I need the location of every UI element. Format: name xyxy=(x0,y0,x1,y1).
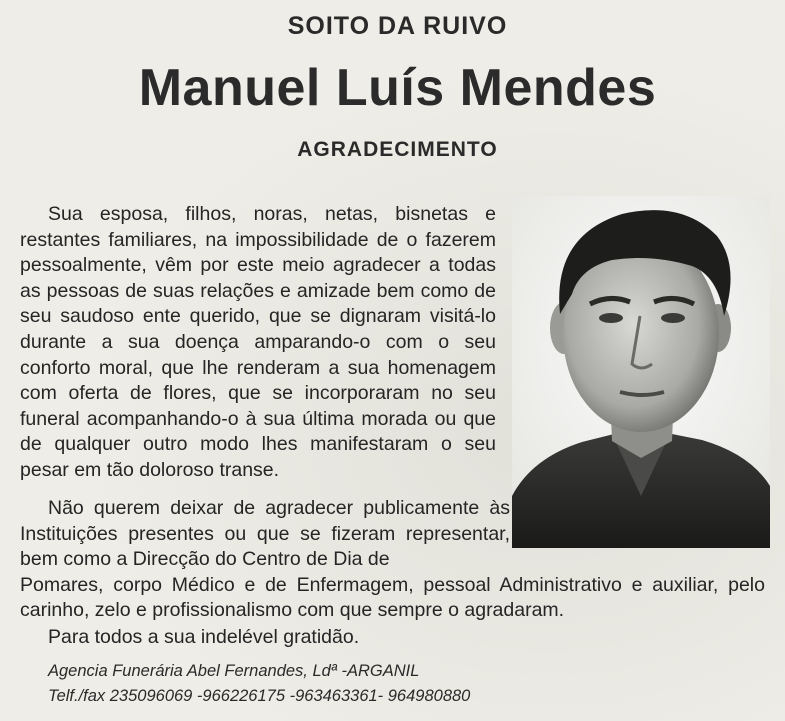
eye-left xyxy=(599,313,623,323)
notice-type: AGRADECIMENTO xyxy=(297,138,498,161)
institutions-paragraph-start: Não querem deixar de agradecer publicamente às Instituições presentes ou que se fizeram representar, bem como a Direcção do Centro de Dia de xyxy=(20,497,510,571)
place-heading: SOITO DA RUIVO xyxy=(287,12,508,40)
institutions-paragraph xyxy=(20,496,765,624)
thanks-paragraph: Sua esposa, filhos, noras, netas, bisnetas e restantes familiares, na impossibilidade de o fazerem pessoalmente, vêm por este meio agradecer a todas as pessoas de suas relações e amizade bem como de seu saudoso ente querido, que se dignaram visitá-lo durante a sua doença amparando-o com o seu conforto moral, que lhe renderam a sua homenagem com oferta de flores, que se incorporaram no seu funeral acompanhando-o à sua última morada ou que de qualquer outro modo lhes manifestaram o seu pesar em tão doloroso transe. xyxy=(20,203,496,481)
deceased-name: Manuel Luís Mendes xyxy=(138,59,657,117)
eye-right xyxy=(661,313,685,323)
gratitude-line: Para todos a sua indelével gratidão. xyxy=(48,626,360,648)
portrait-photo xyxy=(512,196,770,548)
funeral-agency: Agencia Funerária Abel Fernandes, Ldª -ARGANIL xyxy=(48,662,420,680)
agency-phones: Telf./fax 235096069 -966226175 -963463361- 964980880 xyxy=(48,687,471,705)
institutions-paragraph-end: Pomares, corpo Médico e de Enfermagem, pessoal Administrativo e auxiliar, pelo carinho, zelo e profissionalismo com que sempre o agradaram. xyxy=(20,573,765,622)
